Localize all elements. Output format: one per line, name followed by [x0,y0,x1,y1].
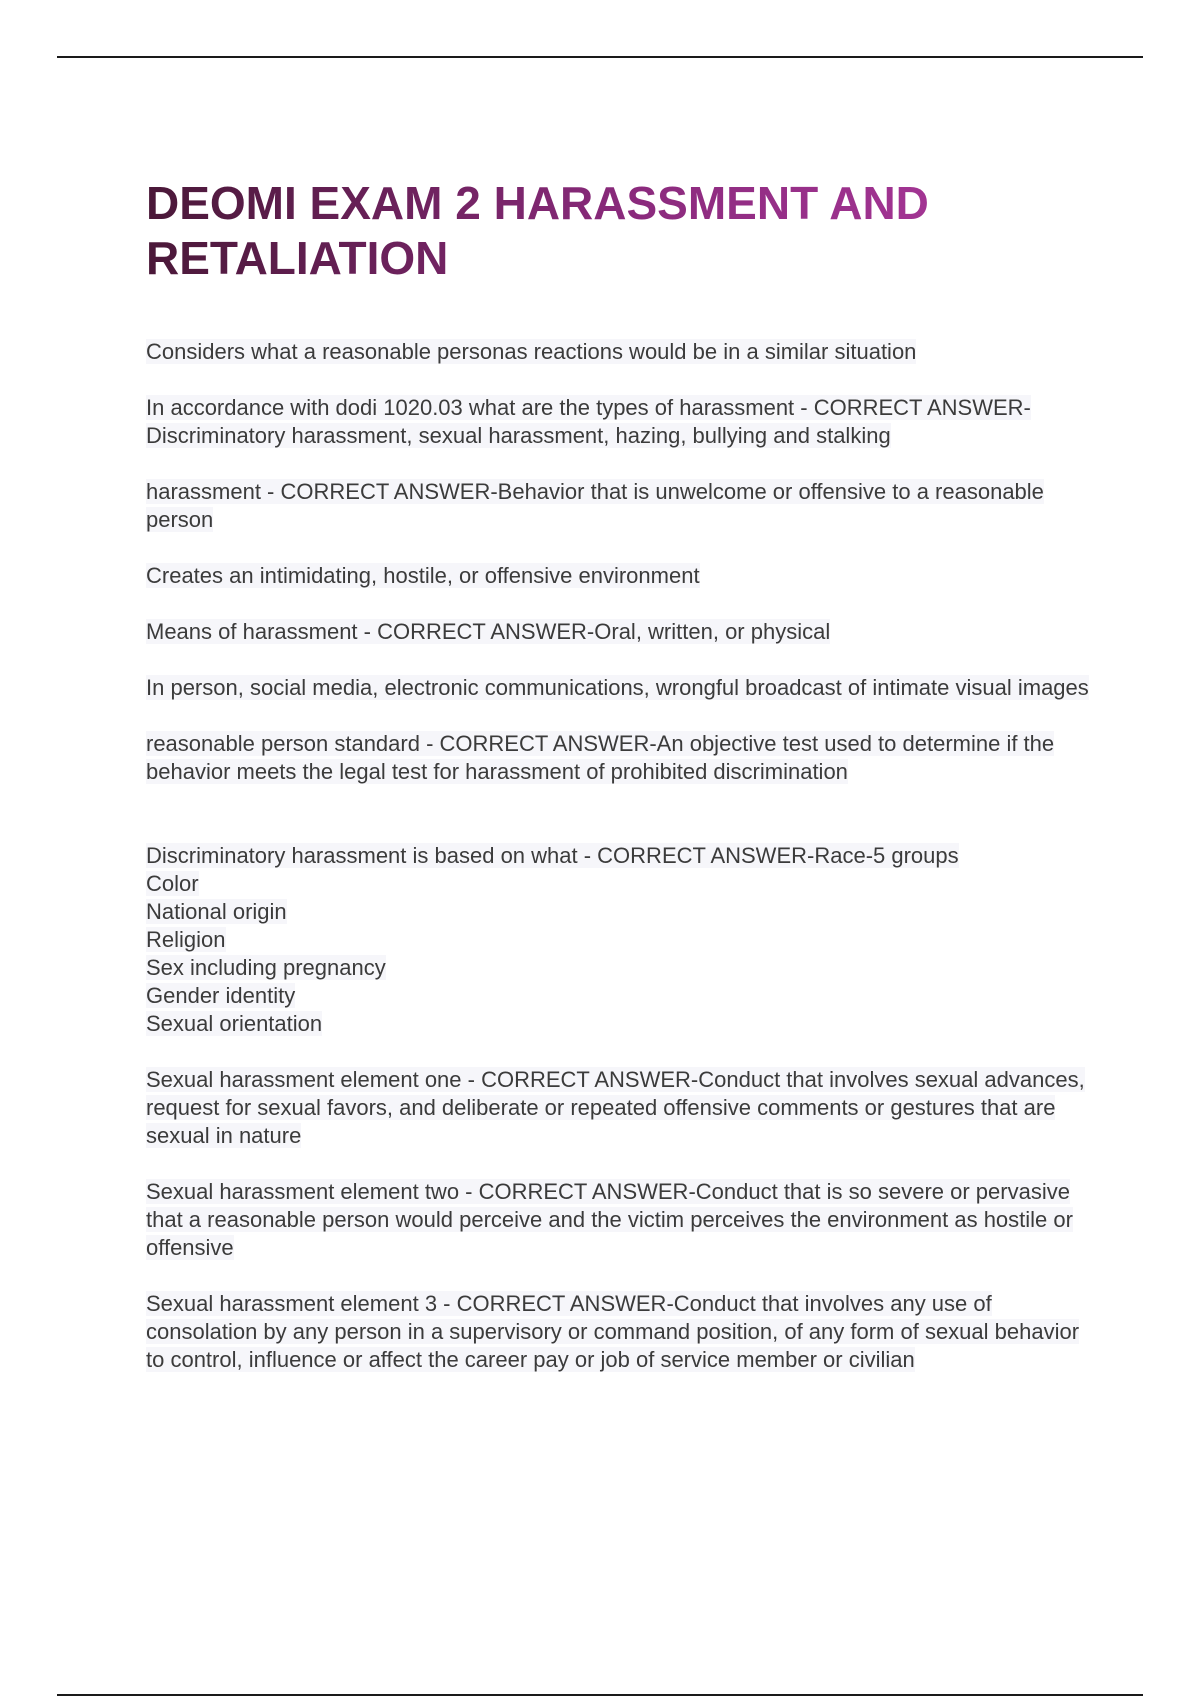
paragraph-sexual-element-one: Sexual harassment element one - CORRECT ANSWER-Conduct that involves sexual advances, request for sexual favors, and deliberate or repeated offensive comments or gestures that are sexual in nature [146,1067,1085,1148]
paragraph-means-of-harassment: Means of harassment - CORRECT ANSWER-Oral, written, or physical [146,619,831,644]
list-item: Sex including pregnancy [146,955,386,980]
list-item: Sexual orientation [146,1011,323,1036]
top-rule [57,56,1143,58]
paragraph-hostile-environment: Creates an intimidating, hostile, or offensive environment [146,563,700,588]
list-item: Religion [146,927,226,952]
discriminatory-basis-list [146,842,1096,1038]
document-body [146,338,1096,1402]
paragraph-channels: In person, social media, electronic communications, wrongful broadcast of intimate visual images [146,675,1089,700]
paragraph-reasonable-reactions: Considers what a reasonable personas reactions would be in a similar situation [146,339,917,364]
paragraph-reasonable-person-standard: reasonable person standard - CORRECT ANSWER-An objective test used to determine if the behavior meets the legal test for harassment of prohibited discrimination [146,731,1055,784]
bottom-rule [57,1694,1143,1696]
list-item: Discriminatory harassment is based on what - CORRECT ANSWER-Race-5 groups [146,843,959,868]
paragraph-sexual-element-two: Sexual harassment element two - CORRECT ANSWER-Conduct that is so severe or pervasive that a reasonable person would perceive and the victim perceives the environment as hostile or offensive [146,1179,1073,1260]
paragraph-types-of-harassment: In accordance with dodi 1020.03 what are the types of harassment - CORRECT ANSWER-Discriminatory harassment, sexual harassment, hazing, bullying and stalking [146,395,1031,448]
list-item: Gender identity [146,983,296,1008]
list-item: National origin [146,899,287,924]
paragraph-harassment-definition: harassment - CORRECT ANSWER-Behavior that is unwelcome or offensive to a reasonable person [146,479,1044,532]
page-title: DEOMI EXAM 2 HARASSMENT AND RETALIATION [146,176,1106,286]
paragraph-sexual-element-three: Sexual harassment element 3 - CORRECT ANSWER-Conduct that involves any use of consolation by any person in a supervisory or command position, of any form of sexual behavior to control, influence or affect the career pay or job of service member or civilian [146,1291,1080,1372]
list-item: Color [146,871,199,896]
